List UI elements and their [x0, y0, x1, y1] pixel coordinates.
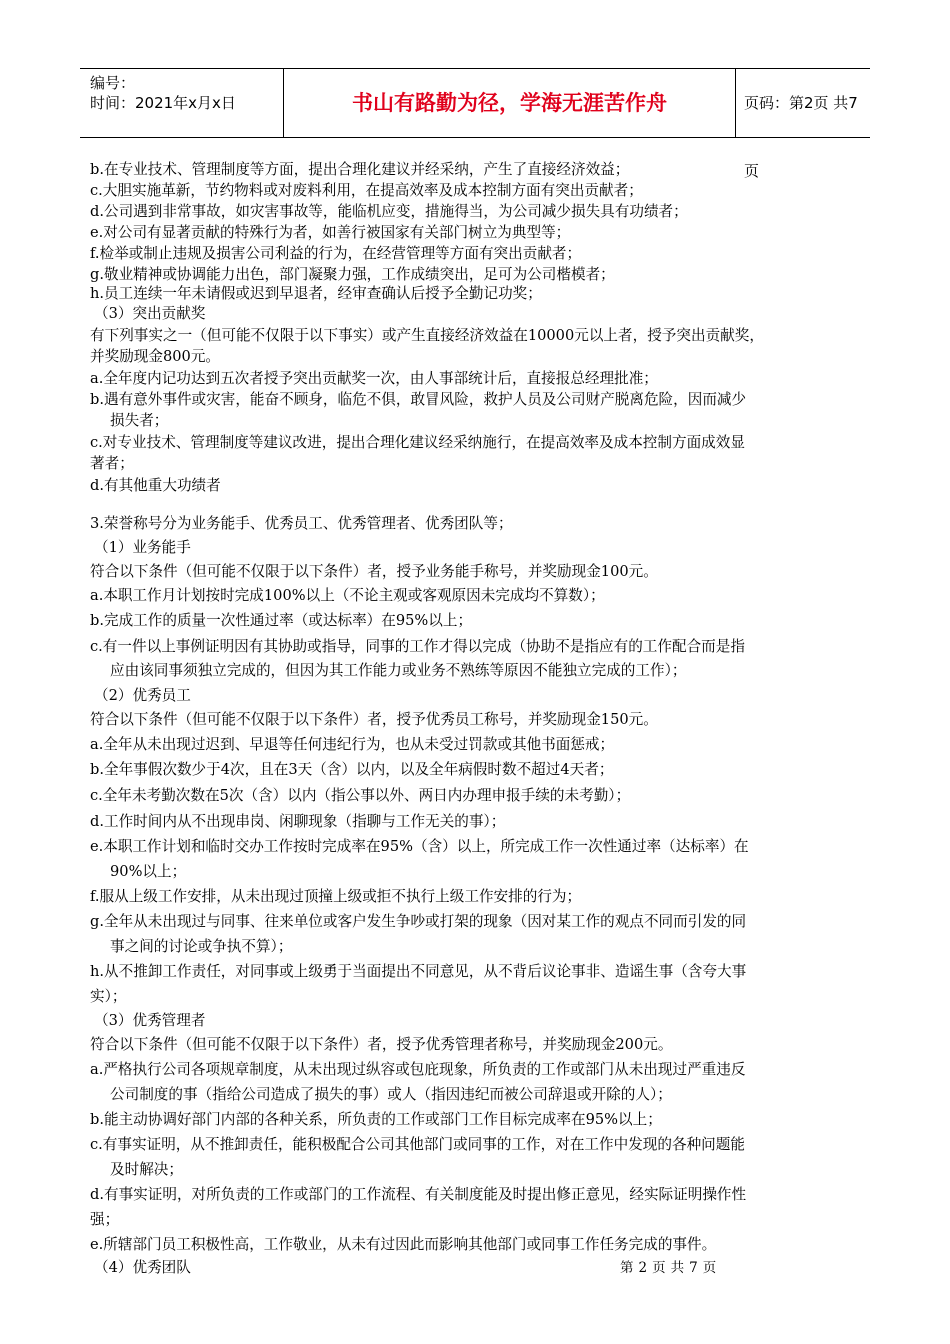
- text-line: a.全年度内记功达到五次者授予突出贡献奖一次，由人事部统计后，直接报总经理批准；: [90, 370, 658, 387]
- text-line: b.全年事假次数少于4次，且在3天（含）以内，以及全年病假时数不超过4天者；: [90, 761, 614, 778]
- footer-ye: 页: [652, 1260, 667, 1276]
- text-line: 强；: [90, 1211, 120, 1228]
- header-meta-cell: [80, 69, 284, 137]
- text-line: 事之间的讨论或争执不算）；: [110, 938, 293, 955]
- text-line: a.本职工作月计划按时完成100%以上（不论主观或客观原因未完成均不算数）；: [90, 587, 605, 604]
- text-line: 实）；: [90, 988, 127, 1005]
- text-line: a.全年从未出现过迟到、早退等任何违纪行为，也从未受过罚款或其他书面惩戒；: [90, 736, 615, 753]
- text-line: 著者；: [90, 455, 134, 472]
- text-line: c.对专业技术、管理制度等建议改进，提出合理化建议经采纳施行，在提高效率及成本控制方面成效显: [90, 434, 745, 451]
- text-line: d.工作时间内从不出现串岗、闲聊现象（指聊与工作无关的事）；: [90, 813, 506, 830]
- text-line: d.公司遇到非常事故，如灾害事故等，能临机应变，措施得当，为公司减少损失具有功绩者；: [90, 203, 688, 220]
- footer-gong: 共: [670, 1260, 686, 1276]
- text-line: b.遇有意外事件或灾害，能奋不顾身，临危不俱，敢冒风险，救护人员及公司财产脱离危险，因而减少: [90, 391, 747, 408]
- text-line: 并奖励现金800元。: [90, 348, 221, 365]
- text-line: e.对公司有显著贡献的特殊行为者，如善行被国家有关部门树立为典型等；: [90, 224, 571, 241]
- text-line: d.有事实证明，对所负责的工作或部门的工作流程、有关制度能及时提出修正意见，经实际证明操作性: [90, 1186, 747, 1203]
- footer-ye-2: 页: [702, 1260, 718, 1276]
- text-line: （2）优秀员工: [94, 687, 191, 704]
- text-line: d.有其他重大功绩者: [90, 477, 221, 494]
- text-line: 3.荣誉称号分为业务能手、优秀员工、优秀管理者、优秀团队等；: [90, 515, 513, 532]
- footer-di: 第: [620, 1260, 635, 1276]
- text-line: f.服从上级工作安排，从未出现过顶撞上级或拒不执行上级工作安排的行为；: [90, 888, 582, 905]
- text-line: c.大胆实施革新，节约物料或对废料利用，在提高效率及成本控制方面有突出贡献者；: [90, 182, 643, 199]
- page-footer: [618, 1256, 719, 1276]
- text-line: e.所辖部门员工积极性高，工作敬业，从未有过因此而影响其他部门或同事工作任务完成的事件。: [90, 1236, 717, 1253]
- text-line: b.能主动协调好部门内部的各种关系，所负责的工作或部门工作目标完成率在95%以上；: [90, 1111, 662, 1128]
- text-line: f.检举或制止违规及损害公司利益的行为，在经营管理等方面有突出贡献者；: [90, 245, 582, 262]
- text-line: a.严格执行公司各项规章制度，从未出现过纵容或包庇现象，所负责的工作或部门从未出现过严重违反: [90, 1061, 746, 1078]
- text-line: （4）优秀团队: [94, 1259, 191, 1276]
- text-line: 符合以下条件（但可能不仅限于以下条件）者，授予业务能手称号，并奖励现金100元。: [90, 563, 658, 580]
- text-line: 损失者；: [110, 412, 169, 429]
- text-line: g.全年从未出现过与同事、往来单位或客户发生争吵或打架的现象（因对某工作的观点不同而引发的同: [90, 913, 747, 930]
- text-line: 有下列事实之一（但可能不仅限于以下事实）或产生直接经济效益在10000元以上者，授予突出贡献奖，: [90, 327, 764, 344]
- text-line: b.完成工作的质量一次性通过率（或达标率）在95%以上；: [90, 612, 473, 629]
- header-page-number: 页码：第2页 共7页: [744, 94, 858, 180]
- document-date: 时间：2021年x月x日: [90, 94, 236, 112]
- text-line: （1）业务能手: [94, 539, 191, 556]
- text-line: （3）突出贡献奖: [94, 305, 206, 322]
- document-number-label: 编号：: [90, 74, 136, 92]
- text-line: 应由该同事须独立完成的，但因为其工作能力或业务不熟练等原因不能独立完成的工作）；: [110, 662, 687, 679]
- text-line: c.有事实证明，从不推卸责任，能积极配合公司其他部门或同事的工作，对在工作中发现的各种问题能: [90, 1136, 745, 1153]
- text-line: h.员工连续一年未请假或迟到早退者，经审查确认后授予全勤记功奖；: [90, 285, 542, 302]
- text-line: c.全年未考勤次数在5次（含）以内（指公事以外、两日内办理申报手续的未考勤）；: [90, 787, 631, 804]
- text-line: h.从不推卸工作责任，对同事或上级勇于当面提出不同意见，从不背后议论事非、造谣生事（含夸大事: [90, 963, 747, 980]
- header-motto: 书山有路勤为径，学海无涯苦作舟: [284, 69, 736, 137]
- text-line: 符合以下条件（但可能不仅限于以下条件）者，授予优秀管理者称号，并奖励现金200元。: [90, 1036, 673, 1053]
- text-line: 90%以上；: [110, 863, 187, 880]
- footer-total-pages: 7: [689, 1260, 699, 1276]
- text-line: 及时解决；: [110, 1161, 183, 1178]
- text-line: e.本职工作计划和临时交办工作按时完成率在95%（含）以上，所完成工作一次性通过率（达标率）在: [90, 838, 749, 855]
- text-line: 符合以下条件（但可能不仅限于以下条件）者，授予优秀员工称号，并奖励现金150元。: [90, 711, 658, 728]
- text-line: （3）优秀管理者: [94, 1012, 206, 1029]
- text-line: 公司制度的事（指给公司造成了损失的事）或人（指因违纪而被公司辞退或开除的人）；: [110, 1086, 672, 1103]
- text-line: c.有一件以上事例证明因有其协助或指导，同事的工作才得以完成（协助不是指应有的工作配合而是指: [90, 638, 745, 655]
- text-line: b.在专业技术、管理制度等方面，提出合理化建议并经采纳，产生了直接经济效益；: [90, 161, 630, 178]
- text-line: g.敬业精神或协调能力出色，部门凝聚力强，工作成绩突出，足可为公司楷模者；: [90, 266, 615, 283]
- footer-page-number: 2: [638, 1260, 649, 1276]
